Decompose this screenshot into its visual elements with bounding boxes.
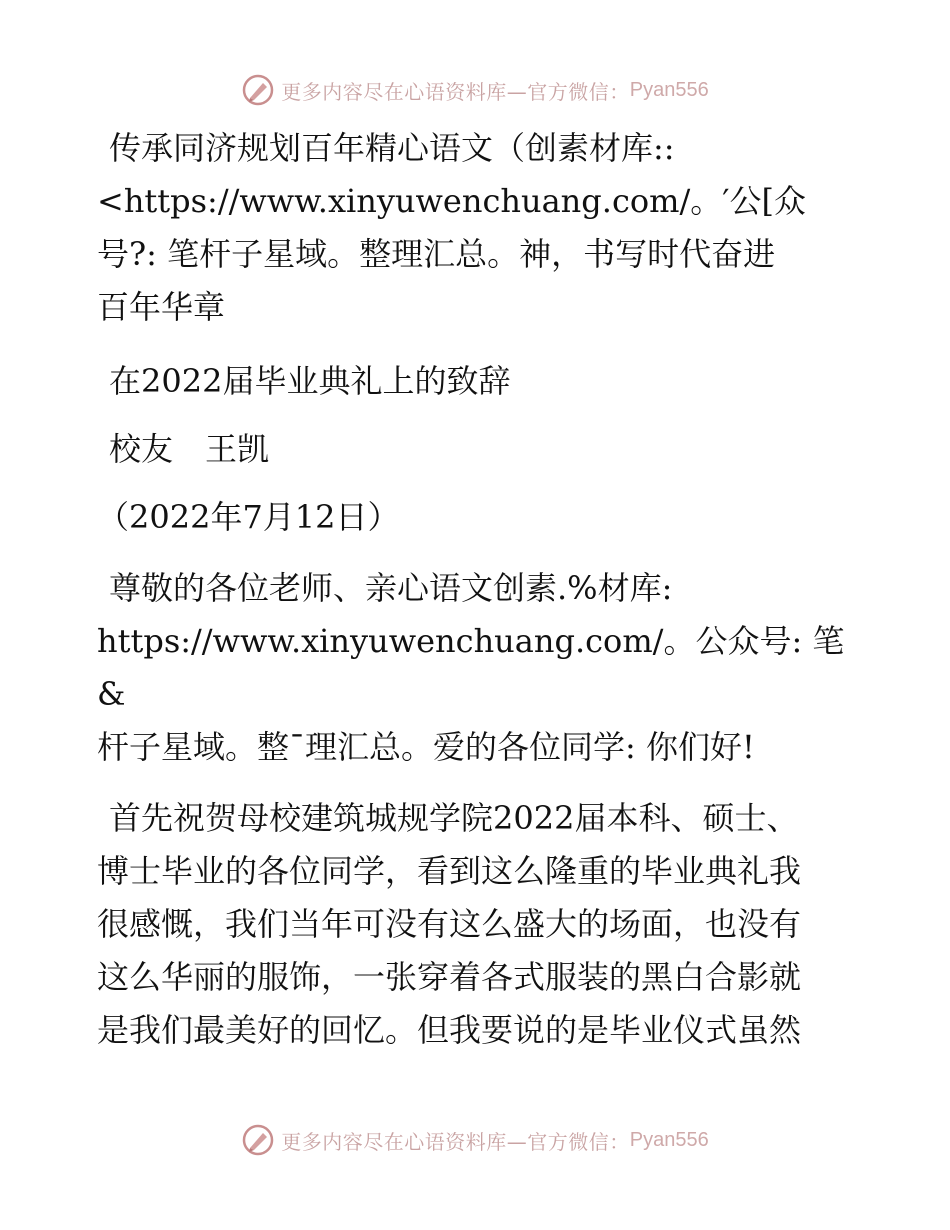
watermark-text: 更多内容尽在心语资料库—官方微信： (281, 79, 630, 104)
pen-nib-logo-icon (241, 73, 275, 107)
intro-line: 号?: 笔杆子星域。整理汇总。神，书写时代奋进 (97, 235, 776, 273)
footer-watermark (0, 1120, 950, 1160)
intro-line: <https://www.xinyuwenchuang.com/。′公[众 (97, 182, 807, 220)
speech-author: 校友 王凯 (109, 430, 270, 468)
greeting-line: 尊敬的各位老师、亲心语文创素.%材库: (109, 569, 673, 607)
intro-line: 百年华章 (97, 288, 226, 326)
speech-date: （2022年7月12日） (97, 498, 400, 536)
document-body (97, 122, 857, 1057)
body-line: 是我们最美好的回忆。但我要说的是毕业仪式虽然 (97, 1011, 802, 1049)
body-line: 博士毕业的各位同学，看到这么隆重的毕业典礼我 (97, 852, 802, 890)
body-line: 很感慨，我们当年可没有这么盛大的场面，也没有 (97, 905, 802, 943)
header-watermark (0, 70, 950, 110)
watermark-text: 更多内容尽在心语资料库—官方微信： (281, 1129, 630, 1154)
greeting-line: https://www.xinyuwenchuang.com/。公众号: 笔& (97, 622, 845, 713)
speech-title: 在2022届毕业典礼上的致辞 (109, 362, 511, 400)
greeting-line: 杆子星域。整¯理汇总。爱的各位同学: 你们好! (97, 728, 755, 766)
watermark-brand: Pyan556 (629, 1128, 709, 1151)
body-line: 首先祝贺母校建筑城规学院2022届本科、硕士、 (109, 799, 799, 837)
body-line: 这么华丽的服饰，一张穿着各式服装的黑白合影就 (97, 958, 802, 996)
intro-line: 传承同济规划百年精心语文（创素材库:: (109, 129, 675, 167)
watermark-brand: Pyan556 (629, 78, 709, 101)
pen-nib-logo-icon (241, 1123, 275, 1157)
